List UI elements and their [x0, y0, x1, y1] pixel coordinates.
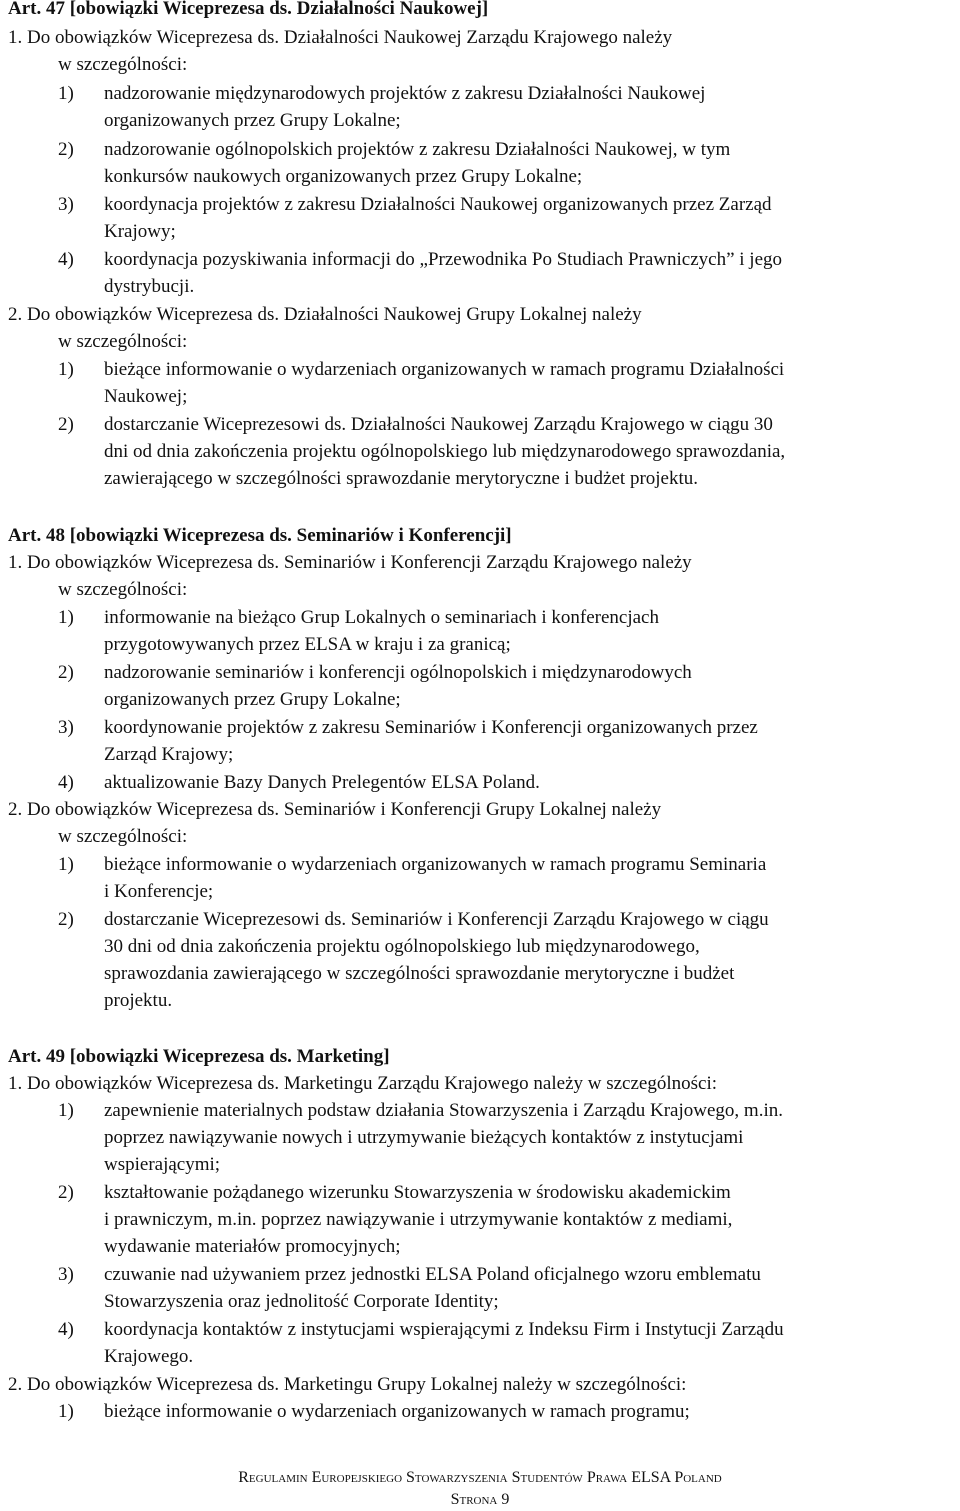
list-item-continuation: organizowanych przez Grupy Lokalne;	[104, 689, 401, 710]
list-item-continuation: przygotowywanych przez ELSA w kraju i za granicą;	[104, 634, 511, 655]
list-item-continuation: konkursów naukowych organizowanych przez Grupy Lokalne;	[104, 166, 583, 187]
paragraph: 2. Do obowiązków Wiceprezesa ds. Marketingu Grupy Lokalnej należy w szczególności:	[8, 1374, 687, 1395]
paragraph: w szczególności:	[58, 54, 188, 75]
list-item-continuation: dni od dnia zakończenia projektu ogólnopolskiego lub międzynarodowego sprawozdania,	[104, 441, 786, 462]
list-item: 3) czuwanie nad używaniem przez jednostki ELSA Poland oficjalnego wzoru emblematu	[58, 1262, 761, 1288]
item-number: 2)	[58, 909, 74, 930]
item-number: 3)	[58, 1264, 74, 1285]
list-item: 1) bieżące informowanie o wydarzeniach organizowanych w ramach programu Seminaria	[58, 852, 766, 878]
footer-title: Regulamin Europejskiego Stowarzyszenia Studentów Prawa ELSA Poland	[238, 1469, 722, 1486]
item-number: 1)	[58, 1100, 74, 1121]
paragraph: 1. Do obowiązków Wiceprezesa ds. Działalności Naukowej Zarządu Krajowego należy	[8, 27, 673, 48]
paragraph: 1. Do obowiązków Wiceprezesa ds. Marketingu Zarządu Krajowego należy w szczególności:	[8, 1073, 718, 1094]
list-item: 4) koordynacja kontaktów z instytucjami wspierającymi z Indeksu Firm i Instytucji Zarządu	[58, 1317, 784, 1343]
paragraph: 2. Do obowiązków Wiceprezesa ds. Seminariów i Konferencji Grupy Lokalnej należy	[8, 799, 662, 820]
list-item: 1) bieżące informowanie o wydarzeniach organizowanych w ramach programu Działalności	[58, 357, 784, 383]
list-item-continuation: zawierającego w szczególności sprawozdanie merytoryczne i budżet projektu.	[104, 468, 699, 489]
list-item-continuation: Naukowej;	[104, 386, 188, 407]
item-number: 3)	[58, 194, 74, 215]
list-item: 2) nadzorowanie seminariów i konferencji ogólnopolskich i międzynarodowych	[58, 660, 692, 686]
item-number: 4)	[58, 249, 74, 270]
paragraph: w szczególności:	[58, 331, 188, 352]
paragraph: 2. Do obowiązków Wiceprezesa ds. Działalności Naukowej Grupy Lokalnej należy	[8, 304, 642, 325]
list-item-continuation: sprawozdania zawierającego w szczególności sprawozdanie merytoryczne i budżet	[104, 963, 735, 984]
item-number: 1)	[58, 1401, 74, 1422]
list-item-continuation: Krajowy;	[104, 221, 176, 242]
paragraph: 1. Do obowiązków Wiceprezesa ds. Seminariów i Konferencji Zarządu Krajowego należy	[8, 552, 692, 573]
list-item-continuation: projektu.	[104, 990, 173, 1011]
item-number: 2)	[58, 1182, 74, 1203]
list-item: 4) koordynacja pozyskiwania informacji do „Przewodnika Po Studiach Prawniczych” i jego	[58, 247, 782, 273]
list-item: 2) kształtowanie pożądanego wizerunku Stowarzyszenia w środowisku akademickim	[58, 1180, 731, 1206]
article-heading: Art. 48 [obowiązki Wiceprezesa ds. Seminariów i Konferencji]	[8, 525, 512, 546]
item-number: 3)	[58, 717, 74, 738]
item-number: 2)	[58, 414, 74, 435]
list-item: 1) zapewnienie materialnych podstaw działania Stowarzyszenia i Zarządu Krajowego, m.in.	[58, 1098, 783, 1124]
list-item: 2) dostarczanie Wiceprezesowi ds. Seminariów i Konferencji Zarządu Krajowego w ciągu	[58, 907, 769, 933]
item-number: 1)	[58, 359, 74, 380]
list-item-continuation: poprzez nawiązywanie nowych i utrzymywanie bieżących kontaktów z instytucjami	[104, 1127, 744, 1148]
list-item-continuation: dystrybucji.	[104, 276, 195, 297]
item-number: 4)	[58, 1319, 74, 1340]
list-item: 3) koordynacja projektów z zakresu Działalności Naukowej organizowanych przez Zarząd	[58, 192, 772, 218]
article-heading: Art. 47 [obowiązki Wiceprezesa ds. Działalności Naukowej]	[8, 0, 489, 19]
item-number: 1)	[58, 854, 74, 875]
footer-page-number: Strona 9	[450, 1491, 510, 1508]
list-item: 1) bieżące informowanie o wydarzeniach organizowanych w ramach programu;	[58, 1399, 690, 1425]
paragraph: w szczególności:	[58, 579, 188, 600]
item-number: 1)	[58, 83, 74, 104]
paragraph: w szczególności:	[58, 826, 188, 847]
item-number: 2)	[58, 139, 74, 160]
list-item: 2) nadzorowanie ogólnopolskich projektów z zakresu Działalności Naukowej, w tym	[58, 137, 730, 163]
list-item-continuation: i Konferencje;	[104, 881, 214, 902]
list-item: 4) aktualizowanie Bazy Danych Prelegentów ELSA Poland.	[58, 770, 540, 796]
list-item: 2) dostarczanie Wiceprezesowi ds. Działalności Naukowej Zarządu Krajowego w ciągu 30	[58, 412, 773, 438]
article-heading: Art. 49 [obowiązki Wiceprezesa ds. Marketing]	[8, 1046, 390, 1067]
list-item-continuation: Krajowego.	[104, 1346, 194, 1367]
list-item-continuation: 30 dni od dnia zakończenia projektu ogólnopolskiego lub międzynarodowego,	[104, 936, 700, 957]
list-item-continuation: wspierającymi;	[104, 1154, 221, 1175]
list-item: 1) nadzorowanie międzynarodowych projektów z zakresu Działalności Naukowej	[58, 81, 705, 107]
list-item-continuation: Stowarzyszenia oraz jednolitość Corporate Identity;	[104, 1291, 499, 1312]
list-item-continuation: wydawanie materiałów promocyjnych;	[104, 1236, 401, 1257]
list-item-continuation: Zarząd Krajowy;	[104, 744, 234, 765]
item-number: 2)	[58, 662, 74, 683]
list-item-continuation: i prawniczym, m.in. poprzez nawiązywanie i utrzymywanie kontaktów z mediami,	[104, 1209, 733, 1230]
list-item-continuation: organizowanych przez Grupy Lokalne;	[104, 110, 401, 131]
list-item: 1) informowanie na bieżąco Grup Lokalnych o seminariach i konferencjach	[58, 605, 659, 631]
item-number: 1)	[58, 607, 74, 628]
item-number: 4)	[58, 772, 74, 793]
list-item: 3) koordynowanie projektów z zakresu Seminariów i Konferencji organizowanych przez	[58, 715, 758, 741]
